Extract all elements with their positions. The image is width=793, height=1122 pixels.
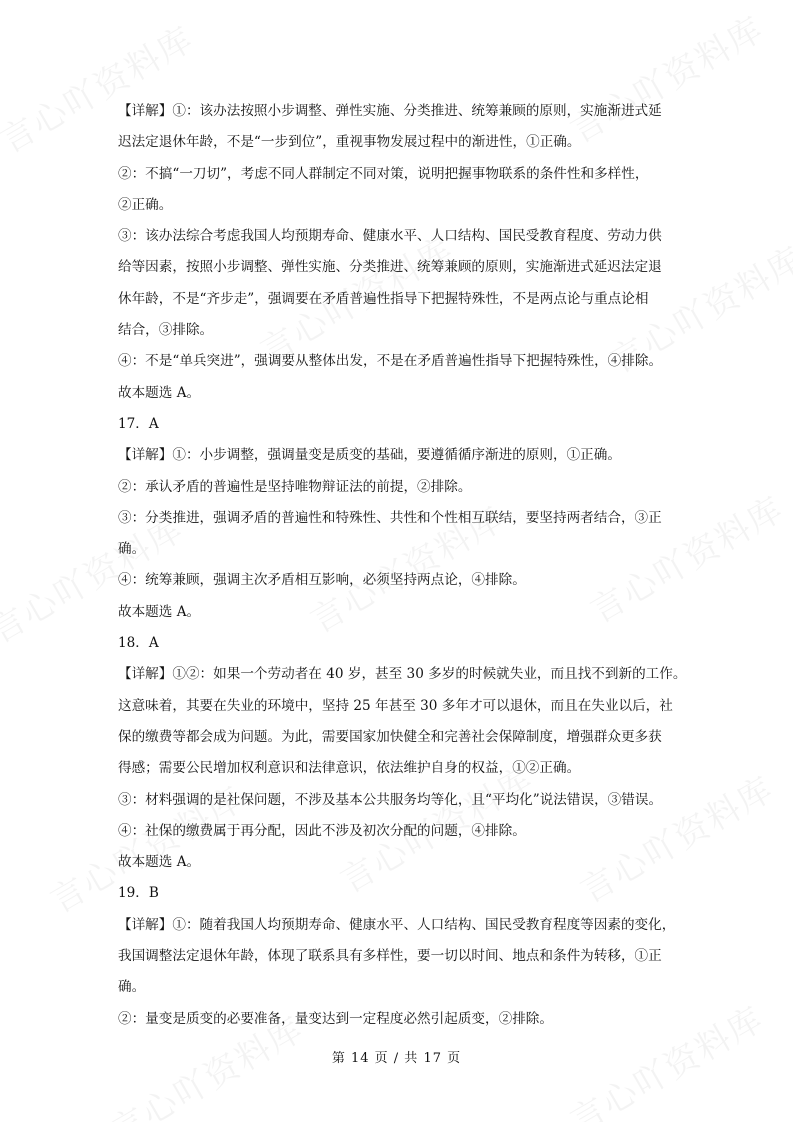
text-line: 【详解】①②：如果一个劳动者在 40 岁，甚至 30 多岁的时候就失业，而且找不到新的工作。 xyxy=(118,666,687,683)
question-number: 17．A xyxy=(118,415,159,432)
text-line: 确。 xyxy=(118,979,146,996)
text-line: 【详解】①：该办法按照小步调整、弹性实施、分类推进、统筹兼顾的原则，实施渐进式延 xyxy=(118,103,662,119)
text-line: ④：统筹兼顾，强调主次矛盾相互影响，必须坚持两点论，④排除。 xyxy=(118,572,526,589)
page-footer: 第 14 页 / 共 17 页 xyxy=(331,1051,462,1066)
text-line: ③：分类推进，强调矛盾的普遍性和特殊性、共性和个性相互联结，要坚持两者结合，③正 xyxy=(118,509,662,526)
text-line: ③：材料强调的是社保问题，不涉及基本公共服务均等化，且“平均化”说法错误，③错误。 xyxy=(118,791,663,808)
text-line: 休年龄，不是“齐步走”，强调要在矛盾普遍性指导下把握特殊性，不是两点论与重点论相 xyxy=(118,290,649,307)
text-line: 迟法定退休年龄，不是“一步到位”，重视事物发展过程中的渐进性，①正确。 xyxy=(118,134,581,151)
text-line: 得感；需要公民增加权利意识和法律意识，依法维护自身的权益，①②正确。 xyxy=(118,760,581,777)
text-line: ②：量变是质变的必要准备，量变达到一定程度必然引起质变，②排除。 xyxy=(118,1010,553,1027)
text-line: 故本题选 A。 xyxy=(118,854,201,871)
text-line: 【详解】①：小步调整，强调量变是质变的基础，要遵循循序渐进的原则，①正确。 xyxy=(118,447,621,464)
text-line: ④：社保的缴费属于再分配，因此不涉及初次分配的问题，④排除。 xyxy=(118,822,526,839)
text-line: 保的缴费等都会成为问题。为此，需要国家加快健全和完善社会保障制度，增强群众更多获 xyxy=(118,728,662,745)
text-line: ③：该办法综合考虑我国人均预期寿命、健康水平、人口结构、国民受教育程度、劳动力供 xyxy=(118,228,662,245)
text-line: 故本题选 A。 xyxy=(118,603,201,620)
question-number: 19．B xyxy=(118,885,159,902)
text-line: 结合，③排除。 xyxy=(118,322,214,339)
text-line: ④：不是“单兵突进”，强调要从整体出发，不是在矛盾普遍性指导下把握特殊性，④排除。 xyxy=(118,353,663,370)
text-line: 我国调整法定退休年龄，体现了联系具有多样性，要一切以时间、地点和条件为转移，①正 xyxy=(118,948,662,965)
document-body xyxy=(118,96,687,1035)
text-line: 故本题选 A。 xyxy=(118,384,201,401)
text-line: ②：承认矛盾的普遍性是坚持唯物辩证法的前提，②排除。 xyxy=(118,478,472,495)
question-number: 18．A xyxy=(118,635,159,652)
text-line: ②：不搞“一刀切”，考虑不同人群制定不同对策，说明把握事物联系的条件性和多样性， xyxy=(118,165,649,182)
text-line: 【详解】①：随着我国人均预期寿命、健康水平、人口结构、国民受教育程度等因素的变化， xyxy=(118,916,676,933)
text-line: 确。 xyxy=(118,541,146,558)
text-line: ②正确。 xyxy=(118,196,173,213)
text-line: 这意味着，其要在失业的环境中，坚持 25 年甚至 30 多年才可以退休，而且在失业以后，社 xyxy=(118,697,673,714)
text-line: 给等因素，按照小步调整、弹性实施、分类推进、统筹兼顾的原则，实施渐进式延迟法定退 xyxy=(118,259,662,276)
